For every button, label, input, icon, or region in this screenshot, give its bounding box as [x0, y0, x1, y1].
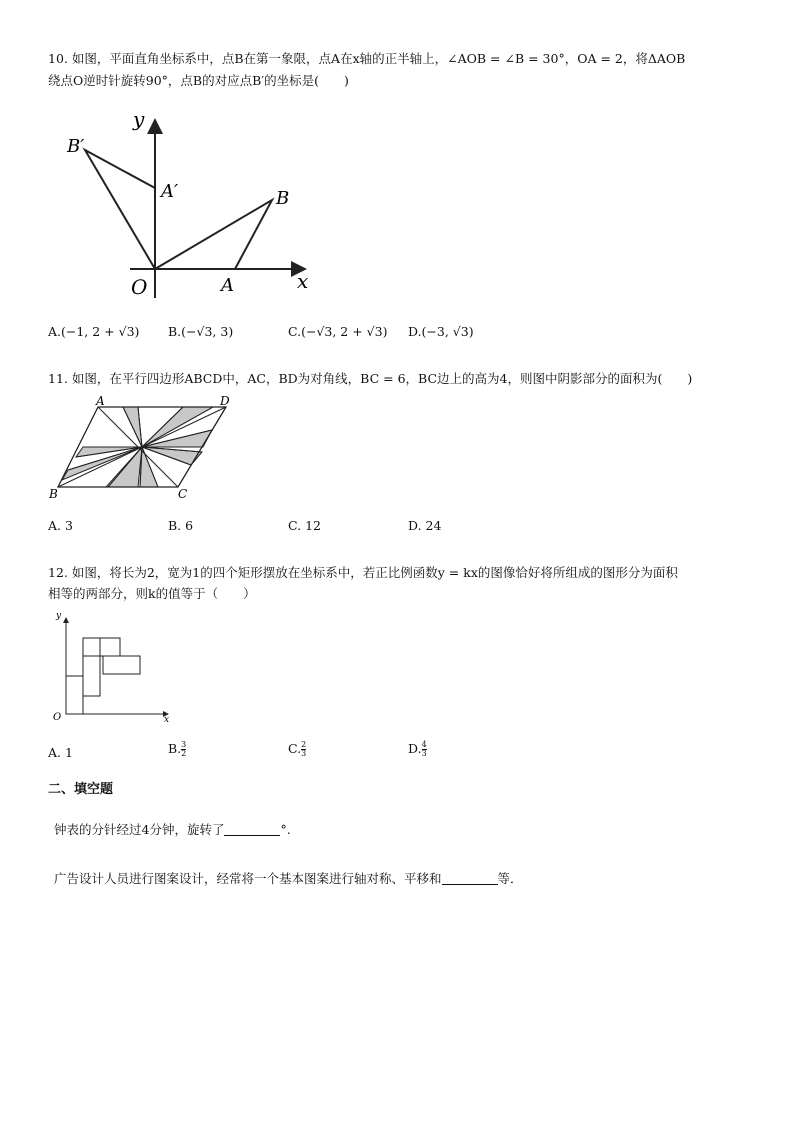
vertex-c-label: C [178, 487, 188, 501]
point-b-prime-label: B′ [67, 136, 85, 157]
q12-figure [50, 608, 180, 728]
answer-blank-1[interactable] [224, 823, 280, 836]
vertex-a-label: A [96, 394, 105, 408]
q11-text-line1: 11. 如图，在平行四边形ABCD中，AC，BD为对角线，BC = 6，BC边上的高为4，则图中阴影部分的面积为( ) [48, 371, 693, 386]
q10-option-c: C.(−√3, 2 + √3) [288, 324, 388, 339]
point-b-label: B [276, 188, 290, 209]
q11-option-c: C. 12 [288, 518, 321, 533]
triangle-aob-rotated [85, 150, 155, 269]
point-a-label: A [221, 275, 234, 296]
q11-option-a: A. 3 [48, 518, 73, 533]
y-axis-label: y [56, 611, 62, 621]
x-axis-label: x [164, 715, 170, 725]
y-axis-label: y [133, 107, 145, 131]
rectangle-3 [83, 638, 120, 656]
fraction-3-2: $\frac{3}{2}$ [181, 740, 187, 758]
q12-option-c: C. $\frac{2}{3}$ [288, 740, 307, 758]
rectangle-2 [83, 638, 100, 696]
triangle-aob [155, 200, 272, 269]
q11-option-b: B. 6 [168, 518, 194, 533]
section-title-fill-in: 二、填空题 [48, 782, 114, 797]
q12-text-line2: 相等的两部分，则k的值等于（ ） [48, 586, 256, 601]
q10-option-a: A.(−1, 2 + √3) [48, 324, 140, 339]
fraction-4-3: $\frac{4}{3}$ [421, 740, 427, 758]
origin-label: O [131, 275, 148, 299]
vertex-d-label: D [220, 394, 230, 408]
q10-text-line2: 绕点O逆时针旋转90°，点B的对应点B′的坐标是( ) [48, 73, 349, 88]
origin-label: O [53, 712, 62, 723]
point-a-prime-label: A′ [161, 181, 179, 202]
q11-option-d: D. 24 [408, 518, 442, 533]
q12-text-line1: 12. 如图，将长为2，宽为1的四个矩形摆放在坐标系中，若正比例函数y = kx的图像恰好将所组成的图形分为面积 [48, 565, 678, 580]
q10-option-b: B.(−√3, 3) [168, 324, 234, 339]
q10-text-line1: 10. 如图，平面直角坐标系中，点B在第一象限，点A在x轴的正半轴上，∠AOB = ∠B = 30°，OA = 2，将ΔAOB [48, 51, 686, 66]
rectangle-1 [66, 676, 83, 714]
fill-question-2: 广告设计人员进行图案设计，经常将一个基本图案进行轴对称、平移和 等． [54, 871, 523, 886]
answer-blank-2[interactable] [442, 872, 498, 885]
q10-option-d: D.(−3, √3) [408, 324, 474, 339]
fraction-2-3: $\frac{2}{3}$ [301, 740, 307, 758]
q11-figure [48, 395, 248, 500]
fill-question-1: 钟表的分针经过4分钟，旋转了 °. [54, 822, 291, 837]
q12-option-b: B. $\frac{3}{2}$ [168, 740, 187, 758]
vertex-b-label: B [49, 487, 58, 501]
rectangle-4 [103, 656, 140, 674]
q12-option-d: D. $\frac{4}{3}$ [408, 740, 427, 758]
x-axis-label: x [297, 269, 309, 293]
q12-option-a: A. 1 [48, 745, 73, 760]
q10-figure [55, 108, 320, 308]
